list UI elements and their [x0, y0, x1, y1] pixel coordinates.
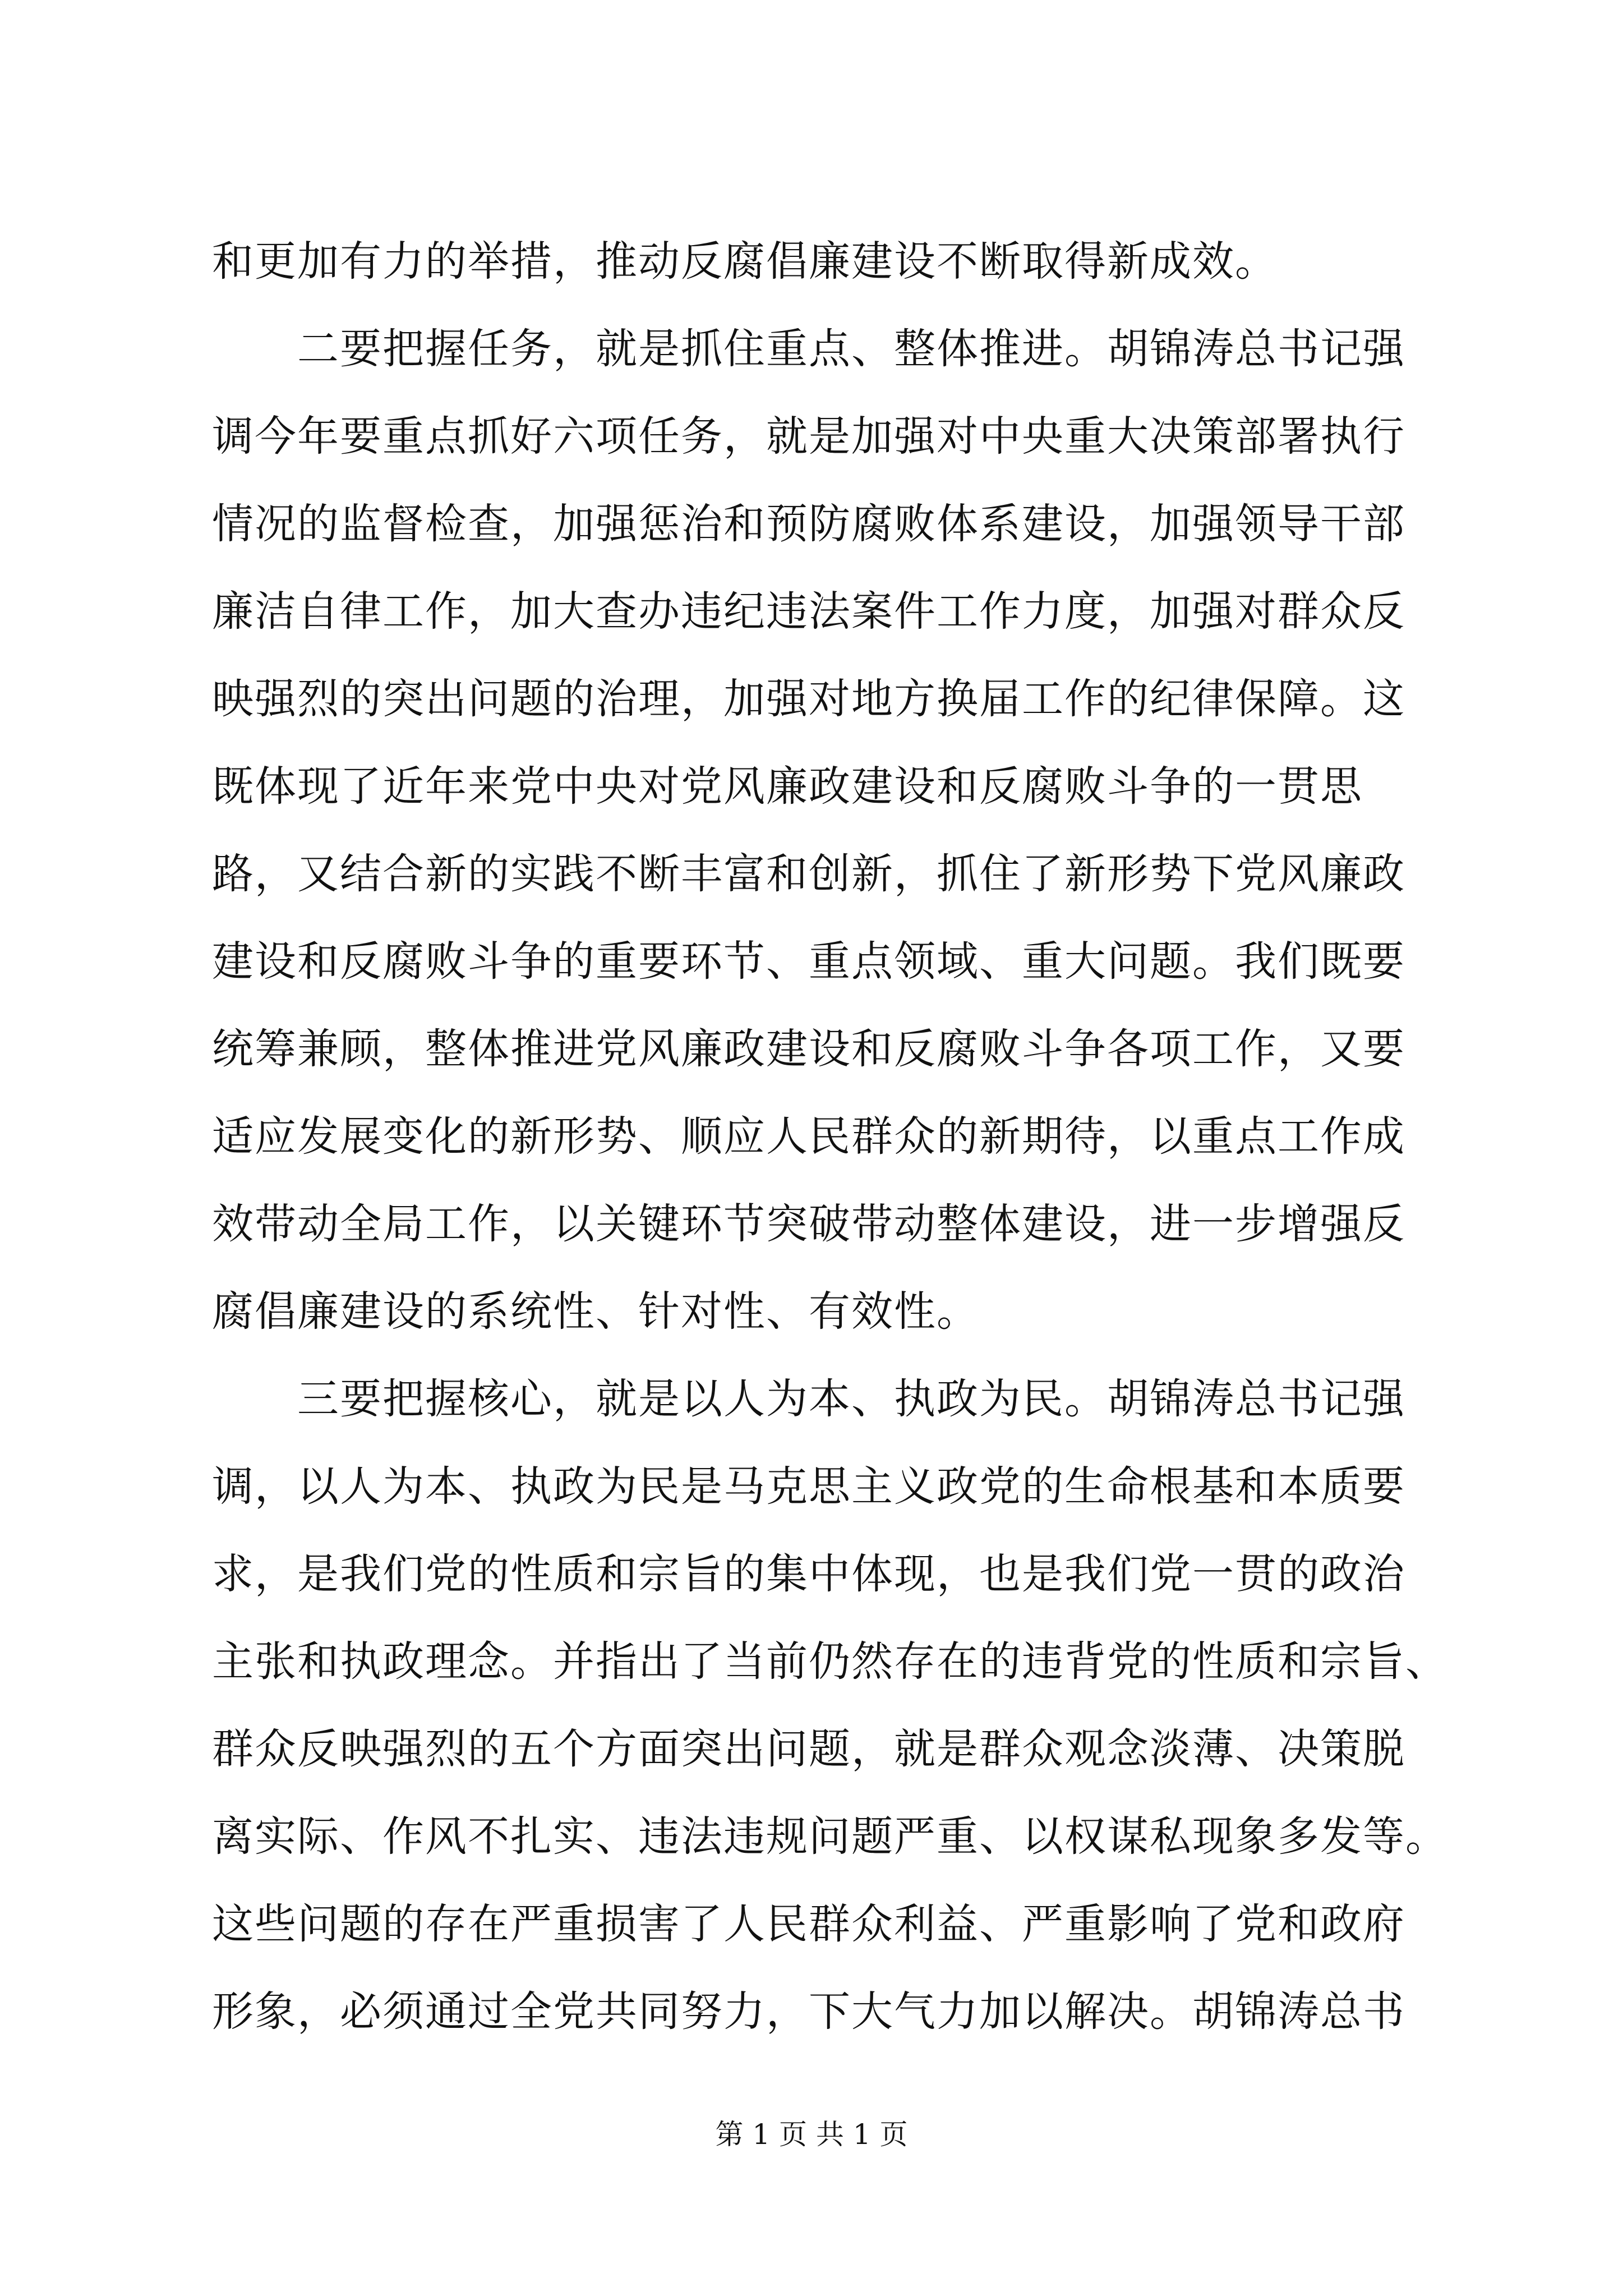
text-line: 离实际、作风不扎实、违法违规问题严重、以权谋私现象多发等。 — [212, 1812, 1448, 1861]
text-line: 适应发展变化的新形势、顺应人民群众的新期待，以重点工作成 — [212, 1112, 1405, 1161]
text-line: 映强烈的突出问题的治理，加强对地方换届工作的纪律保障。这 — [212, 675, 1405, 723]
text-line: 二要把握任务，就是抓住重点、整体推进。胡锦涛总书记强 — [212, 325, 1405, 373]
page-footer: 第 1 页 共 1 页 — [715, 2118, 908, 2151]
text-line: 主张和执政理念。并指出了当前仍然存在的违背党的性质和宗旨、 — [212, 1637, 1448, 1686]
text-line: 这些问题的存在严重损害了人民群众利益、严重影响了党和政府 — [212, 1900, 1405, 1948]
text-line: 调，以人为本、执政为民是马克思主义政党的生命根基和本质要 — [212, 1462, 1405, 1511]
text-line: 形象，必须通过全党共同努力，下大气力加以解决。胡锦涛总书 — [212, 1987, 1405, 2036]
text-line: 调今年要重点抓好六项任务，就是加强对中央重大决策部署执行 — [212, 412, 1405, 461]
text-line: 群众反映强烈的五个方面突出问题，就是群众观念淡薄、决策脱 — [212, 1725, 1405, 1773]
text-line: 既体现了近年来党中央对党风廉政建设和反腐败斗争的一贯思 — [212, 762, 1363, 811]
text-line: 腐倡廉建设的系统性、针对性、有效性。 — [212, 1287, 979, 1336]
text-line: 情况的监督检查，加强惩治和预防腐败体系建设，加强领导干部 — [212, 500, 1405, 548]
text-line: 建设和反腐败斗争的重要环节、重点领域、重大问题。我们既要 — [212, 937, 1405, 986]
text-line: 求，是我们党的性质和宗旨的集中体现，也是我们党一贯的政治 — [212, 1550, 1405, 1598]
text-line: 廉洁自律工作，加大查办违纪违法案件工作力度，加强对群众反 — [212, 587, 1405, 636]
text-line: 三要把握核心，就是以人为本、执政为民。胡锦涛总书记强 — [212, 1375, 1405, 1423]
text-line: 统筹兼顾，整体推进党风廉政建设和反腐败斗争各项工作，又要 — [212, 1025, 1405, 1073]
text-line: 路，又结合新的实践不断丰富和创新，抓住了新形势下党风廉政 — [212, 850, 1405, 898]
text-line: 效带动全局工作，以关键环节突破带动整体建设，进一步增强反 — [212, 1200, 1405, 1248]
text-line: 和更加有力的举措，推动反腐倡廉建设不断取得新成效。 — [212, 237, 1278, 286]
